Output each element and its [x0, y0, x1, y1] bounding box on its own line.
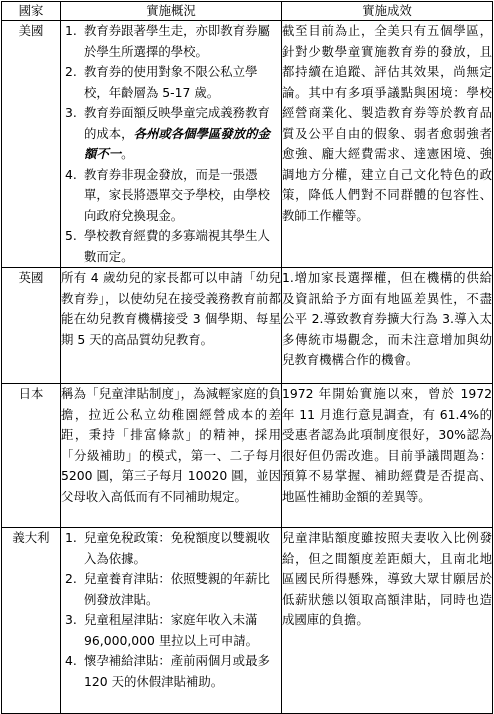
item-text: 懷孕補給津貼：產前兩個月或最多 120 天的休假津貼補助。: [84, 653, 270, 689]
header-outcome: 實施成效: [282, 2, 493, 21]
list-item: [61, 610, 281, 651]
item-text-part: 。: [121, 146, 134, 161]
country-cell: 日本: [2, 384, 61, 528]
header-country: 國家: [2, 2, 61, 21]
table-row-japan: [2, 384, 493, 528]
item-number: 3.: [65, 612, 77, 627]
outcome-cell: 1.增加家長選擇權，但在機構的供給及資訊給予方面有地區差異性，不盡公平 2.導致教育券擴大行為 3.導入太多傳統市場觀念，而未注意增加與幼兒教育機構合作的機會。: [282, 268, 493, 384]
item-text: 兒童免稅政策：免稅額度以雙親收入為依據。: [84, 530, 270, 566]
item-text: 教育券跟著學生走，亦即教育券屬於學生所選擇的學校。: [84, 23, 270, 59]
outcome-cell: 1972 年開始實施以來，曾於 1972 年 11 月進行意見調查，有 61.4%的受惠者認為此項制度很好，30%認為很好但仍需改進。目前爭議問題為：預算不易掌握、補助經費是否提高、地區性補助金額的差異等。: [282, 384, 493, 528]
item-text: 兒童租屋津貼：家庭年收入未滿 96,000,000 里拉以上可申請。: [84, 612, 259, 648]
list-item: [61, 165, 281, 227]
overview-cell: [61, 21, 282, 268]
list-item: [61, 528, 281, 569]
item-number: 5.: [65, 228, 77, 243]
item-number: 4.: [65, 166, 77, 182]
list-item: [61, 651, 281, 692]
table-row-italy: [2, 528, 493, 714]
list-item: [61, 103, 281, 165]
item-number: 1.: [65, 530, 77, 545]
overview-cell: 所有 4 歲幼兒的家長都可以申請「幼兒教育券」，以使幼兒在接受義務教育前都能在幼兒教育機構接受 3 個學期、每星期 5 天的高品質幼兒教育。: [61, 268, 282, 384]
item-text-part: 教育券面額反映學童完成義務教育的成本，: [84, 105, 270, 141]
list-item: [61, 226, 281, 267]
table-row-usa: [2, 21, 493, 268]
header-overview: 實施概況: [61, 2, 282, 21]
country-cell: 美國: [2, 21, 61, 268]
item-text: [84, 103, 281, 165]
item-number: 2.: [65, 64, 77, 79]
emphasized-text: 各州或各個學區發放的金額不一: [84, 125, 270, 161]
overview-cell: 稱為「兒童津貼制度」，為減輕家庭的負擔，拉近公私立幼稚園經營成本的差距，秉持「排富條款」的精神，採用「分級補助」的模式，第一、二子每月 5200 圓，第三子每月 10020 圓，並因父母收入高低而有不同補助規定。: [61, 384, 282, 528]
header-row: [2, 2, 493, 21]
list-item: [61, 62, 281, 103]
list-item: [61, 21, 281, 62]
table-row-uk: [2, 268, 493, 384]
item-text: 兒童養育津貼：依照雙親的年薪比例發放津貼。: [84, 571, 270, 607]
list-item: [61, 569, 281, 610]
country-cell: 義大利: [2, 528, 61, 714]
comparison-table: [1, 1, 493, 714]
item-text: 學校教育經費的多寡端視其學生人數而定。: [84, 228, 270, 264]
item-text: 教育券非現金發放，而是一張憑單，家長將憑單交予學校，由學校向政府兌換現金。: [84, 166, 270, 223]
country-cell: 英國: [2, 268, 61, 384]
item-text: 教育券的使用對象不限公私立學校，年齡層為 5-17 歲。: [84, 64, 258, 100]
outcome-cell: 兒童津貼額度雖按照夫妻收入比例發給，但之間額度差距頗大，且南北地區國民所得懸殊，導致大眾甘願居於低薪狀態以領取高額津貼，同時也造成國庫的負擔。: [282, 528, 493, 714]
item-number: 2.: [65, 571, 77, 586]
item-number: 4.: [65, 653, 77, 668]
outcome-cell: 截至目前為止，全美只有五個學區，針對少數學童實施教育券的發放，且都持續在追蹤、評估其效果，尚無定論。其中有多項爭議點與困境：學校經營商業化、製造教育券等於教育品質及公平自由的假象、弱者愈弱強者愈強、龐大經費需求、達憲困境、強調地方分權，建立自己文化特色的政策，降低人們對不同群體的包容性、教師工作權等。: [282, 21, 493, 268]
overview-cell: [61, 528, 282, 714]
item-number: 1.: [65, 23, 77, 38]
item-number: 3.: [65, 105, 77, 120]
